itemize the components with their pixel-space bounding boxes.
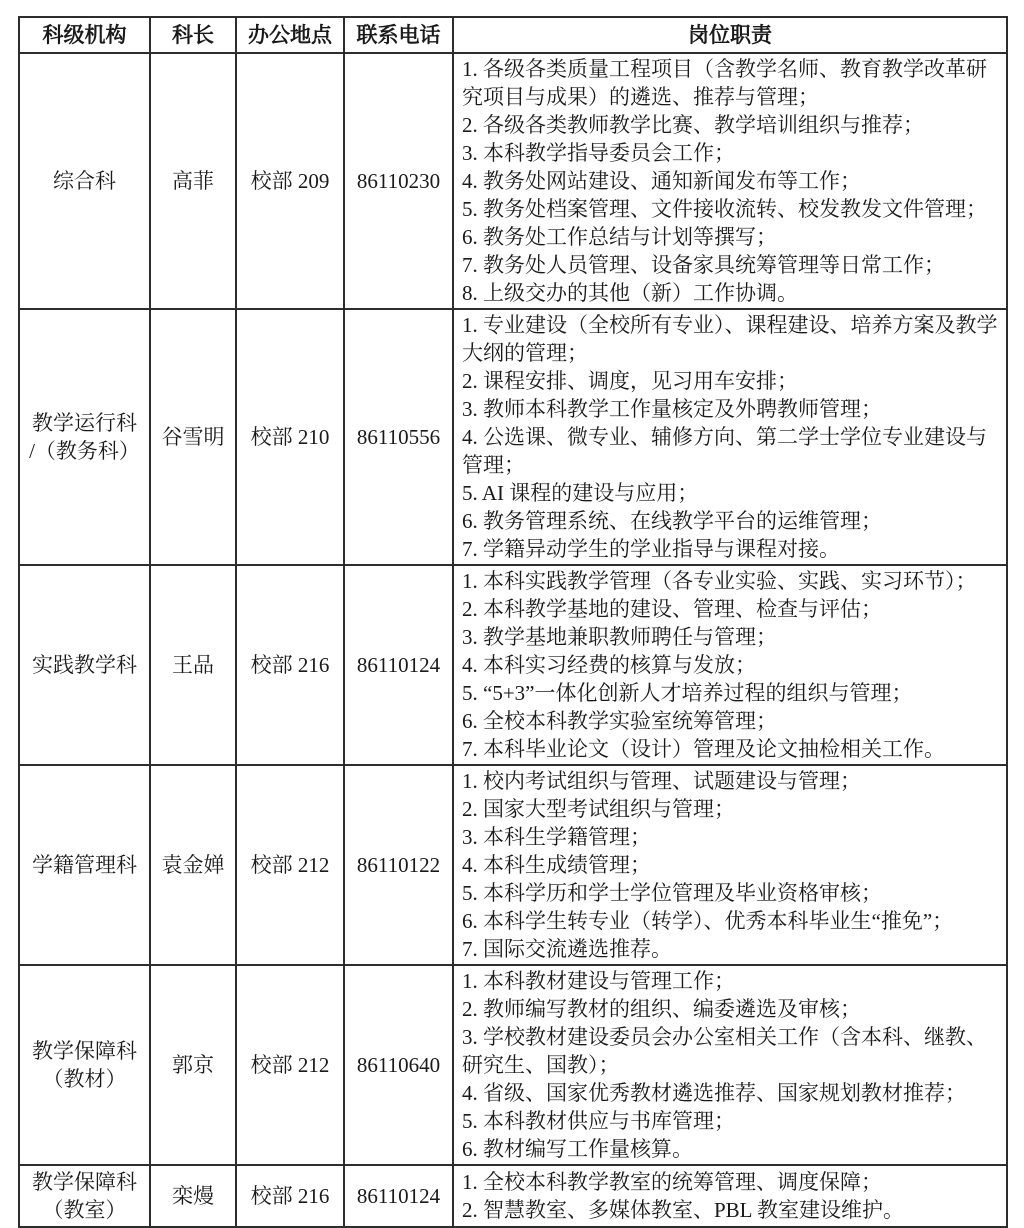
table-row xyxy=(19,565,1007,765)
table-row xyxy=(19,965,1007,1165)
duty-item: 2. 国家大型考试组织与管理； xyxy=(462,797,735,821)
location-cell: 校部 212 xyxy=(236,765,344,965)
duties-cell xyxy=(453,309,1007,565)
duty-item: 3. 本科生学籍管理； xyxy=(462,825,651,849)
duty-item: 7. 教务处人员管理、设备家具统筹管理等日常工作； xyxy=(462,253,945,277)
location-cell: 校部 216 xyxy=(236,565,344,765)
column-header-phone: 联系电话 xyxy=(344,17,453,53)
chief-cell: 栾熳 xyxy=(150,1165,236,1227)
duty-item: 5. “5+3”一体化创新人才培养过程的组织与管理； xyxy=(462,681,913,705)
chief-cell: 郭京 xyxy=(150,965,236,1165)
table-row xyxy=(19,765,1007,965)
org-cell xyxy=(19,765,150,965)
phone-cell: 86110556 xyxy=(344,309,453,565)
org-cell xyxy=(19,53,150,309)
chief-cell: 高菲 xyxy=(150,53,236,309)
duties-cell xyxy=(453,965,1007,1165)
table-row xyxy=(19,1165,1007,1227)
org-cell xyxy=(19,565,150,765)
duty-item: 7. 国际交流遴选推荐。 xyxy=(462,937,672,961)
duty-item: 4. 教务处网站建设、通知新闻发布等工作； xyxy=(462,169,861,193)
duty-item: 6. 教材编写工作量核算。 xyxy=(462,1137,693,1161)
duty-item: 6. 全校本科教学实验室统筹管理； xyxy=(462,709,777,733)
duty-item: 4. 公选课、微专业、辅修方向、第二学士学位专业建设与管理； xyxy=(462,425,987,477)
location-cell: 校部 216 xyxy=(236,1165,344,1227)
duty-item: 4. 本科生成绩管理； xyxy=(462,853,651,877)
location-cell: 校部 210 xyxy=(236,309,344,565)
duty-item: 6. 教务管理系统、在线教学平台的运维管理； xyxy=(462,509,882,533)
duty-item: 2. 教师编写教材的组织、编委遴选及审核； xyxy=(462,997,861,1021)
duty-item: 3. 本科教学指导委员会工作； xyxy=(462,141,735,165)
duty-item: 1. 本科教材建设与管理工作； xyxy=(462,969,735,993)
duty-item: 5. 本科学历和学士学位管理及毕业资格审核； xyxy=(462,881,882,905)
org-name-line: 教学保障科 xyxy=(32,1039,137,1063)
org-name-line: 综合科 xyxy=(53,169,116,193)
org-name-line: （教材） xyxy=(42,1067,127,1091)
org-name-line: /（教务科） xyxy=(29,439,140,463)
duty-item: 6. 教务处工作总结与计划等撰写； xyxy=(462,225,777,249)
column-header-org: 科级机构 xyxy=(19,17,150,53)
duties-cell xyxy=(453,1165,1007,1227)
duty-item: 7. 本科毕业论文（设计）管理及论文抽检相关工作。 xyxy=(462,737,945,761)
duty-item: 3. 教学基地兼职教师聘任与管理； xyxy=(462,625,777,649)
duty-item: 2. 各级各类教师教学比赛、教学培训组织与推荐； xyxy=(462,113,924,137)
duty-item: 2. 智慧教室、多媒体教室、PBL 教室建设维护。 xyxy=(462,1198,904,1222)
phone-cell: 86110230 xyxy=(344,53,453,309)
duties-cell xyxy=(453,765,1007,965)
duty-item: 1. 校内考试组织与管理、试题建设与管理； xyxy=(462,769,861,793)
phone-cell: 86110124 xyxy=(344,565,453,765)
phone-cell: 86110124 xyxy=(344,1165,453,1227)
duty-item: 8. 上级交办的其他（新）工作协调。 xyxy=(462,281,798,305)
duty-item: 1. 本科实践教学管理（各专业实验、实践、实习环节）； xyxy=(462,569,977,593)
duty-item: 1. 全校本科教学教室的统筹管理、调度保障； xyxy=(462,1170,882,1194)
org-name-line: （教室） xyxy=(42,1198,127,1222)
duty-item: 3. 教师本科教学工作量核定及外聘教师管理； xyxy=(462,397,882,421)
column-header-location: 办公地点 xyxy=(236,17,344,53)
duty-item: 3. 学校教材建设委员会办公室相关工作（含本科、继教、研究生、国教）； xyxy=(462,1025,987,1077)
org-cell xyxy=(19,965,150,1165)
phone-cell: 86110640 xyxy=(344,965,453,1165)
org-cell xyxy=(19,309,150,565)
org-name-line: 教学保障科 xyxy=(32,1170,137,1194)
org-name-line: 学籍管理科 xyxy=(32,853,137,877)
table-row xyxy=(19,309,1007,565)
table-row xyxy=(19,53,1007,309)
location-cell: 校部 209 xyxy=(236,53,344,309)
chief-cell: 袁金婵 xyxy=(150,765,236,965)
org-cell xyxy=(19,1165,150,1227)
duties-cell xyxy=(453,53,1007,309)
chief-cell: 谷雪明 xyxy=(150,309,236,565)
duty-item: 6. 本科学生转专业（转学）、优秀本科毕业生“推免”； xyxy=(462,909,954,933)
duty-item: 2. 课程安排、调度，见习用车安排； xyxy=(462,369,798,393)
duties-cell xyxy=(453,565,1007,765)
chief-cell: 王品 xyxy=(150,565,236,765)
table-header-row xyxy=(19,17,1007,53)
duty-item: 7. 学籍异动学生的学业指导与课程对接。 xyxy=(462,537,840,561)
duty-item: 5. 教务处档案管理、文件接收流转、校发教发文件管理； xyxy=(462,197,987,221)
duty-item: 5. 本科教材供应与书库管理； xyxy=(462,1109,735,1133)
column-header-chief: 科长 xyxy=(150,17,236,53)
org-name-line: 实践教学科 xyxy=(32,653,137,677)
column-header-duties: 岗位职责 xyxy=(453,17,1007,53)
duty-item: 4. 本科实习经费的核算与发放； xyxy=(462,653,756,677)
duty-item: 5. AI 课程的建设与应用； xyxy=(462,481,699,505)
duty-item: 1. 各级各类质量工程项目（含教学名师、教育教学改革研究项目与成果）的遴选、推荐与管理； xyxy=(462,57,987,109)
location-cell: 校部 212 xyxy=(236,965,344,1165)
phone-cell: 86110122 xyxy=(344,765,453,965)
duty-item: 1. 专业建设（全校所有专业）、课程建设、培养方案及教学大纲的管理； xyxy=(462,313,998,365)
org-structure-table xyxy=(18,16,1008,1228)
duty-item: 2. 本科教学基地的建设、管理、检查与评估； xyxy=(462,597,882,621)
org-name-line: 教学运行科 xyxy=(32,411,137,435)
duty-item: 4. 省级、国家优秀教材遴选推荐、国家规划教材推荐； xyxy=(462,1081,966,1105)
